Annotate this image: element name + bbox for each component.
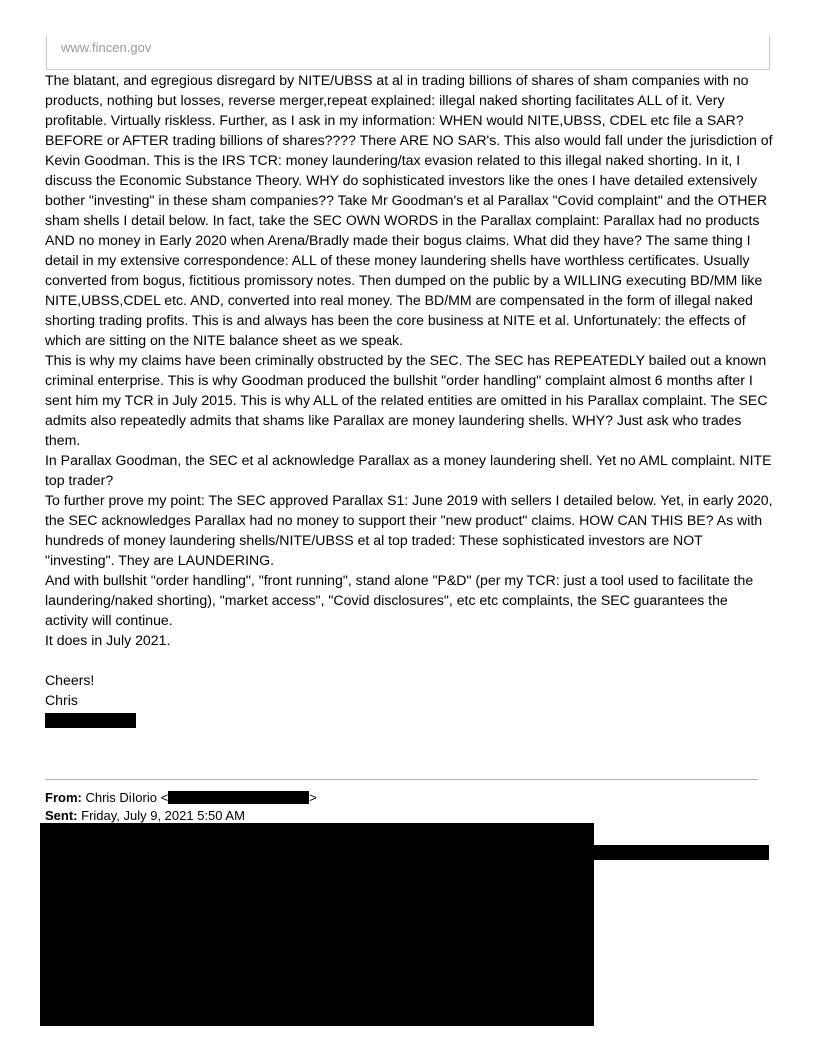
redaction-strip — [594, 845, 769, 860]
body-paragraph-4: To further prove my point: The SEC approved Parallax S1: June 2019 with sellers I detailed below. Yet, in early 2020, the SEC acknowledges Parallax had no money to support their "new product" claims. HOW CAN THIS BE? As with hundreds of money laundering shells/NITE/UBSS et al top traded: These sophisticated investors are NOT "investing". They are LAUNDERING. — [45, 492, 773, 568]
spacer — [45, 650, 773, 670]
body-paragraph-1: The blatant, and egregious disregard by NITE/UBSS at al in trading billions of shares of sham companies with no products, nothing but losses, reverse merger,repeat explained: illegal naked shorting facilitates ALL of it. Very profitable. Virtually riskless. Further, as I ask in my information: WHEN would NITE,UBSS, CDEL etc file a SAR? BEFORE or AFTER trading billions of shares???? There ARE NO SAR's. This also would fall under the jurisdiction of Kevin Goodman. This is the IRS TCR: money laundering/tax evasion related to this illegal naked shorting. In it, I discuss the Economic Substance Theory. WHY do sophisticated investors like the ones I have detailed extensively bother "investing" in these sham companies?? Take Mr Goodman's et al Parallax "Covid complaint" and the OTHER sham shells I detail below. In fact, take the SEC OWN WORDS in the Parallax complaint: Parallax had no products AND no money in Early 2020 when Arena/Bradly made their bogus claims. What did they have? The same thing I detail in my extensive correspondence: ALL of these money laundering shells have worthless certificates. Usually converted from bogus, fictitious promissory notes. Then dumped on the public by a WILLING executing BD/MM like NITE,UBSS,CDEL etc. AND, converted into real money. The BD/MM are compensated in the form of illegal naked shorting trading profits. This is and always has been the core business at NITE et al. Unfortunately: the effects of which are sitting on the NITE balance sheet as we speak. — [45, 72, 773, 348]
forwarded-email-header — [45, 789, 317, 825]
sent-label: Sent: — [45, 808, 78, 823]
source-url: www.fincen.gov — [61, 40, 152, 55]
closing-line: Cheers! — [45, 672, 95, 688]
body-paragraph-2: This is why my claims have been criminally obstructed by the SEC. The SEC has REPEATEDLY bailed out a known criminal enterprise. This is why Goodman produced the bullshit "order handling" complaint almost 6 months after I sent him my TCR in July 2015. This is why ALL of the related entities are omitted in his Parallax complaint. The SEC admits also repeatedly admits that shams like Parallax are money laundering shells. WHY? Just ask who trades them. — [45, 352, 768, 448]
body-paragraph-3: In Parallax Goodman, the SEC et al acknowledge Parallax as a money laundering shell. Yet no AML complaint. NITE top trader? — [45, 452, 772, 488]
email-divider — [45, 779, 758, 780]
body-paragraph-5: And with bullshit "order handling", "front running", stand alone "P&D" (per my TCR: just a tool used to facilitate the laundering/naked shorting), "market access", "Covid disclosures", etc etc complaints, the SEC guarantees the activity will continue. — [45, 572, 754, 628]
redaction-block — [40, 823, 594, 1026]
body-paragraph-6: It does in July 2021. — [45, 632, 171, 648]
from-row — [45, 789, 317, 807]
signature-redaction — [45, 713, 136, 728]
sent-value: Friday, July 9, 2021 5:50 AM — [81, 808, 245, 823]
email-address-redaction — [168, 791, 309, 804]
url-header-box — [46, 36, 770, 70]
from-name: Chris DiIorio < — [85, 790, 169, 805]
from-label: From: — [45, 790, 82, 805]
from-close-bracket: > — [309, 790, 317, 805]
email-body — [45, 70, 773, 728]
signature-name: Chris — [45, 692, 78, 708]
